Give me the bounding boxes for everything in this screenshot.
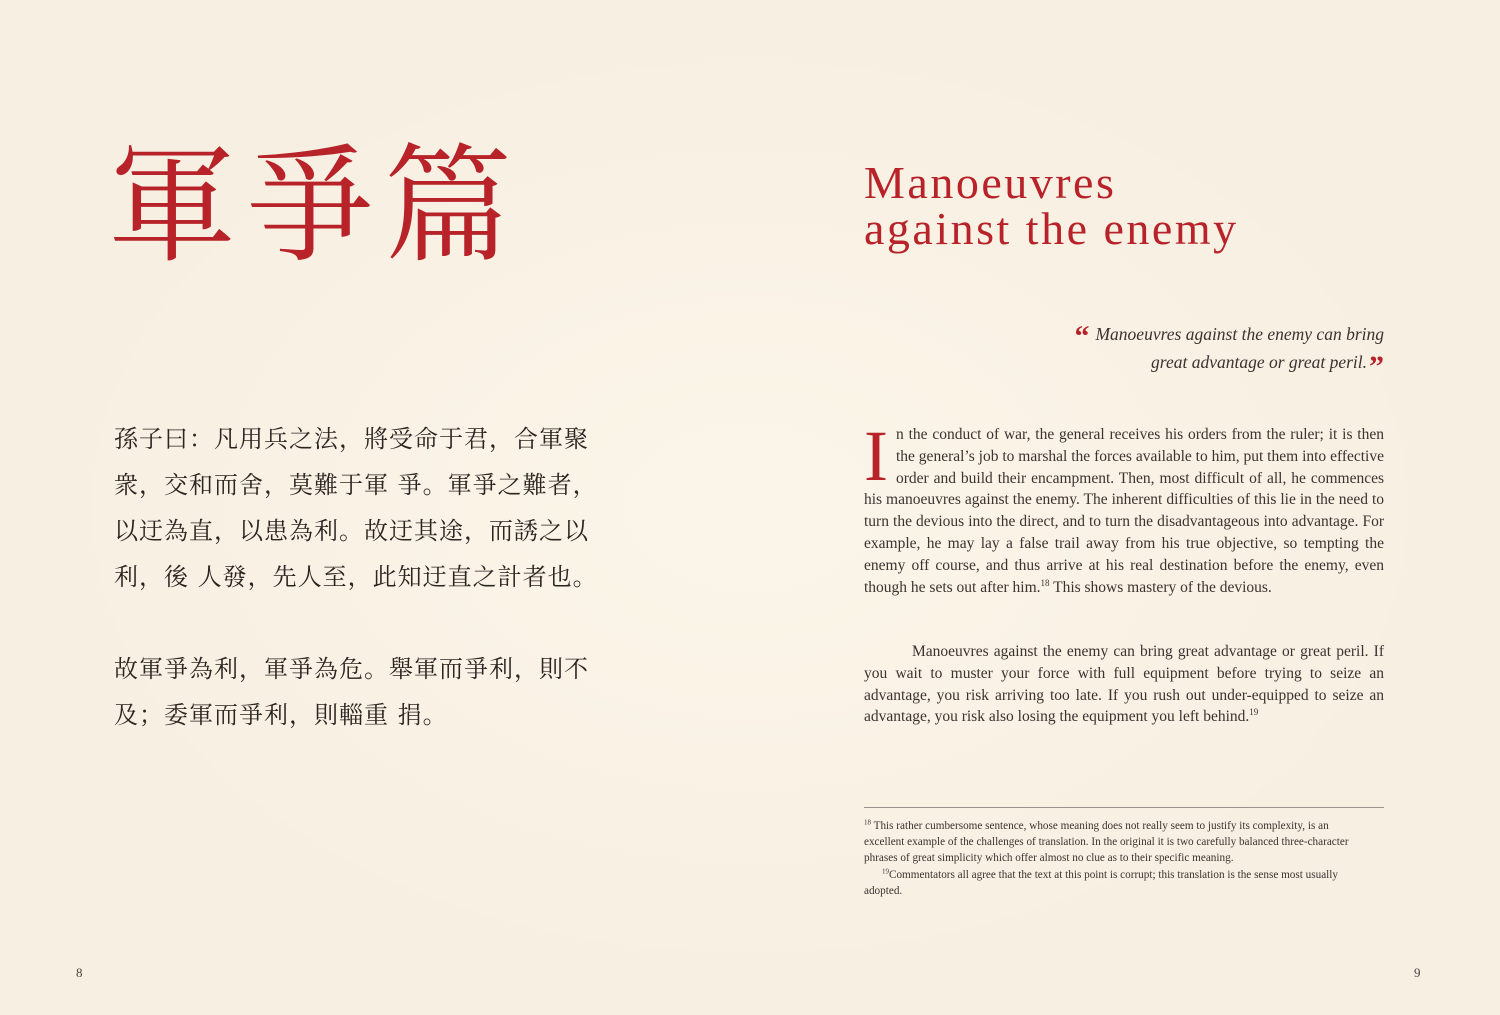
footnote-text: This rather cumbersome sentence, whose meaning does not really seem to justify its complexity, is an excellent example of the challenges of translation. In the original it is two carefully balanced three-character phrases of great simplicity which offer almost no clue as to their specific meaning. (864, 820, 1349, 865)
pull-quote (1050, 320, 1384, 383)
page-number-right: 9 (1414, 965, 1421, 980)
chinese-chapter-title: 軍爭篇 (108, 132, 523, 281)
drop-cap: I (864, 416, 888, 496)
title-line-2: against the enemy (864, 203, 1239, 254)
footnote-18 (864, 818, 1364, 867)
footnotes (864, 818, 1364, 899)
body-paragraph-1 (864, 416, 1384, 598)
title-line-1: Manoeuvres (864, 157, 1117, 208)
english-chapter-title (864, 157, 1424, 254)
body-paragraph-1-text: n the conduct of war, the general receives his orders from the ruler; it is then the general’s job to marshal the forces available to him, put them into effective order and build their encampment. Then, most difficult of all, he commences his manoeuvres against the enemy. The inherent difficulties of this lie in the need to turn the devious into the direct, and to turn the disadvantageous into advantage. For example, he may lay a false trail away from his true objective, so tempting the enemy off course, and thus arrive at his real destination before the enemy, even though he sets out after him. (864, 426, 1384, 596)
right-page (750, 0, 1500, 1015)
body-paragraph-2 (864, 641, 1384, 728)
footnote-ref-19[interactable]: 19 (1249, 707, 1259, 718)
page-number-left: 8 (76, 965, 83, 980)
pull-quote-text: Manoeuvres against the enemy can bring great advantage or great peril. (1095, 324, 1384, 372)
chinese-paragraph-2: 故軍爭為利，軍爭為危。舉軍而爭利，則不及；委軍而爭利，則輜重 捐。 (114, 655, 589, 729)
footnote-divider (864, 807, 1384, 808)
body-paragraph-2-text: Manoeuvres against the enemy can bring great advantage or great peril. If you wait to muster your force with full equipment before trying to seize an advantage, you risk arriving too late. If you rush out under-equipped to seize an advantage, you risk also losing the equipment you left behind. (864, 643, 1384, 726)
footnote-19 (864, 867, 1364, 899)
footnote-number: 18 (864, 818, 871, 827)
open-quote-mark: “ (1074, 320, 1090, 353)
close-quote-mark: ” (1369, 350, 1384, 383)
footnote-number: 19 (882, 866, 889, 875)
chinese-paragraph-1: 孫子曰：凡用兵之法，將受命于君，合軍聚衆，交和而舍，莫難于軍 爭。軍爭之難者，以迂為直，以患為利。故迂其途，而誘之以利，後 人發，先人至，此知迂直之計者也。 (114, 425, 598, 591)
footnote-ref-18[interactable]: 18 (1040, 577, 1050, 588)
footnote-text: Commentators all agree that the text at this point is corrupt; this translation is the sense most usually adopted. (864, 868, 1338, 897)
body-paragraph-1-tail: This shows mastery of the devious. (1049, 578, 1272, 596)
